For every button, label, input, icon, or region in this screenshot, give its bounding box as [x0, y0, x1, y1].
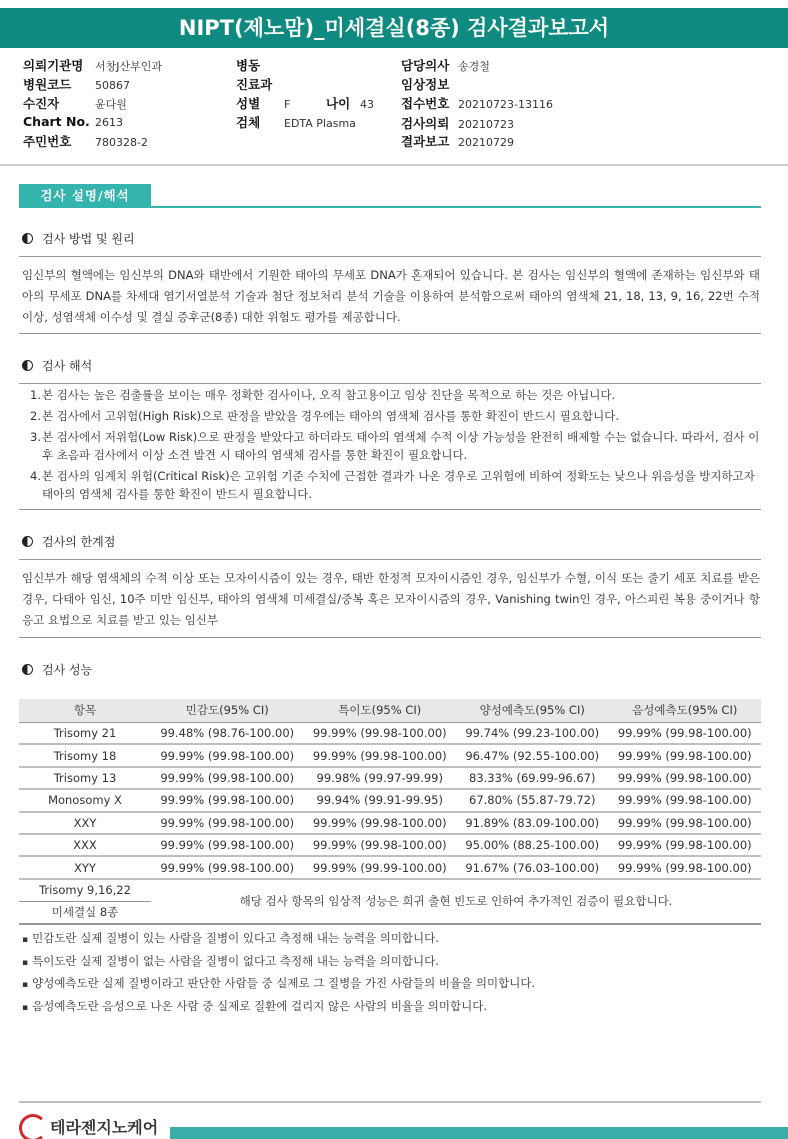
table-row: [19, 767, 761, 789]
half-circle-icon: [22, 233, 33, 244]
chart-label: Chart No.: [23, 114, 90, 129]
list-item: [22, 407, 760, 425]
half-circle-icon: [22, 664, 33, 675]
request-label: 검사의뢰: [401, 116, 450, 131]
table-cell: 99.99% (99.98-100.00): [609, 856, 762, 878]
table-row: [19, 856, 761, 878]
age-value: 43: [360, 98, 374, 111]
table-cell: 91.67% (76.03-100.00): [456, 856, 609, 878]
method-rule-bottom: [19, 333, 761, 334]
limitations-text: 임신부가 해당 염색체의 수적 이상 또는 모자이시즘이 있는 경우, 태반 한정적 모자이시즘인 경우, 임신부가 수혈, 이식 또는 줄기 세포 치료를 받은 경우, 다태아 임신, 10주 미만 임신부, 태아의 염색체 미세결실/중복 혹은 모자이시즘의 경우, Vanishing twin인 경우, 아스피린 복용 중이거나 항 응고 요법으로 치료를 받고 있는 임신부: [22, 571, 760, 627]
request-value: 20210723: [458, 118, 514, 131]
footer-divider: [19, 1101, 761, 1103]
table-header-row: [19, 699, 761, 722]
table-cell: 99.99% (99.98-100.00): [609, 789, 762, 811]
company-logo: [19, 1114, 158, 1139]
table-cell: 99.99% (99.98-100.00): [151, 767, 304, 789]
performance-heading-text: 검사 성능: [42, 663, 93, 677]
age-label: 나이: [326, 96, 351, 111]
table-cell: 99.99% (99.98-100.00): [304, 812, 457, 834]
item-text: 본 검사는 높은 검출률을 보이는 매우 정확한 검사이나, 오직 참고용이고 임상 진단을 목적으로 하는 것은 아닙니다.: [42, 388, 616, 402]
table-cell: Trisomy 13: [19, 767, 151, 789]
hospital-code-value: 50867: [95, 79, 130, 92]
method-text: 임신부의 혈액에는 임신부의 DNA와 태반에서 기원한 태아의 무세포 DNA가 혼재되어 있습니다. 본 검사는 임신부의 혈액에 존재하는 임신부와 태아의 무세포 DNA를 차세대 염기서열분석 기술과 첨단 정보처리 분석 기술을 이용하여 분석함으로써 태아의 염색체 21, 18, 13, 9, 16, 22번 수적 이상, 성염색체 이수성 및 결실 증후군(8종) 대한 위험도 평가를 제공합니다.: [22, 268, 761, 324]
table-cell: 99.99% (99.98-100.00): [151, 744, 304, 766]
table-cell: 99.99% (99.98-100.00): [151, 812, 304, 834]
table-cell: 67.80% (55.87-79.72): [456, 789, 609, 811]
section-tab: 검사 설명/해석: [19, 184, 151, 207]
method-heading: [22, 230, 135, 247]
section-underline: [19, 206, 761, 208]
table-cell: 99.74% (99.23-100.00): [456, 722, 609, 744]
item-number: 3.: [30, 430, 41, 444]
institution-label: 의뢰기관명: [23, 58, 84, 73]
list-item: ▪ 민감도란 실제 질병이 있는 사람을 질병이 있다고 측정해 내는 능력을 의미합니다.: [22, 929, 535, 949]
performance-notes: [22, 929, 535, 1019]
column-header: 양성예측도(95% CI): [456, 699, 609, 722]
table-cell: XXY: [19, 812, 151, 834]
item-number: 2.: [30, 409, 41, 423]
table-cell: 99.94% (99.91-99.95): [304, 789, 457, 811]
interpretation-rule-bottom: [19, 509, 761, 510]
column-header: 특이도(95% CI): [304, 699, 457, 722]
table-cell: 99.99% (99.99-100.00): [304, 856, 457, 878]
table-cell: 99.99% (99.98-100.00): [609, 744, 762, 766]
limitations-rule-bottom: [19, 637, 761, 638]
table-cell: 99.99% (99.98-100.00): [151, 834, 304, 856]
ward-label: 병동: [236, 58, 261, 73]
clinical-label: 임상정보: [401, 77, 450, 92]
table-row: [19, 789, 761, 811]
accession-value: 20210723-13116: [458, 98, 553, 111]
specimen-value: EDTA Plasma: [284, 117, 356, 130]
table-cell: 99.99% (99.98-100.00): [609, 767, 762, 789]
table-cell: Trisomy 9,16,22: [19, 879, 151, 901]
table-cell: Monosomy X: [19, 789, 151, 811]
list-item: ▪ 음성예측도란 음성으로 나온 사람 중 실제로 질환에 걸리지 않은 사람의 비율을 의미합니다.: [22, 997, 535, 1017]
rrn-label: 주민번호: [23, 134, 72, 149]
footer-band: [170, 1127, 788, 1139]
table-cell: XYY: [19, 856, 151, 878]
accession-label: 접수번호: [401, 96, 450, 111]
item-number: 4.: [30, 469, 41, 483]
report-title: NIPT(제노맘)_미세결실(8종) 검사결과보고서: [0, 8, 788, 48]
table-cell: 99.99% (99.98-100.00): [609, 812, 762, 834]
table-cell: 96.47% (92.55-100.00): [456, 744, 609, 766]
table-cell: 99.99% (99.98-100.00): [304, 722, 457, 744]
table-cell: 99.99% (99.98-100.00): [304, 834, 457, 856]
table-cell: 99.98% (99.97-99.99): [304, 767, 457, 789]
table-cell: 미세결실 8종: [19, 901, 151, 923]
table-row: [19, 722, 761, 744]
sex-value: F: [284, 98, 291, 111]
table-cell: 99.99% (99.98-100.00): [151, 789, 304, 811]
interpretation-list: [22, 386, 760, 506]
half-circle-icon: [22, 536, 33, 547]
item-text: 본 검사의 임계치 위험(Critical Risk)은 고위험 기준 수치에 근접한 결과가 나온 경우로 고위험에 비하여 정확도는 낮으나 위음성을 방지하고자 태아의 염색체 검사를 통한 확진이 반드시 필요합니다.: [42, 469, 755, 501]
method-heading-text: 검사 방법 및 원리: [42, 232, 135, 246]
column-header: 민감도(95% CI): [151, 699, 304, 722]
list-item: [22, 467, 760, 503]
table-cell: 99.48% (98.76-100.00): [151, 722, 304, 744]
table-row: [19, 879, 761, 901]
item-text: 본 검사에서 고위험(High Risk)으로 판정을 받았을 경우에는 태아의 염색체 검사를 통한 확진이 반드시 필요합니다.: [42, 409, 619, 423]
patient-label: 수진자: [23, 96, 60, 111]
table-cell: 91.89% (83.09-100.00): [456, 812, 609, 834]
rrn-value: 780328-2: [95, 136, 148, 149]
list-item: [22, 428, 760, 464]
list-item: [22, 386, 760, 404]
interpretation-heading-text: 검사 해석: [42, 359, 93, 373]
report-date-label: 결과보고: [401, 134, 450, 149]
table-cell: 83.33% (69.99-96.67): [456, 767, 609, 789]
item-number: 1.: [30, 388, 41, 402]
sex-label: 성별: [236, 96, 261, 111]
table-row: [19, 834, 761, 856]
info-divider: [0, 164, 788, 166]
table-cell: 99.99% (99.98-100.00): [304, 744, 457, 766]
list-item: ▪ 특이도란 실제 질병이 없는 사람을 질병이 없다고 측정해 내는 능력을 의미합니다.: [22, 952, 535, 972]
hospital-code-label: 병원코드: [23, 77, 72, 92]
interpretation-heading: [22, 357, 92, 374]
limitations-heading-text: 검사의 한계점: [42, 535, 116, 549]
report-date-value: 20210729: [458, 136, 514, 149]
table-row: [19, 812, 761, 834]
table-row: [19, 744, 761, 766]
performance-table: [19, 699, 761, 925]
table-cell: XXX: [19, 834, 151, 856]
extra-note: 해당 검사 항목의 임상적 성능은 희귀 출현 빈도로 인하여 추가적인 검증이 필요합니다.: [151, 879, 761, 924]
method-rule-top: [19, 256, 761, 257]
specimen-label: 검체: [236, 115, 261, 130]
table-cell: 99.99% (99.98-100.00): [609, 722, 762, 744]
interpretation-rule-top: [19, 383, 761, 384]
table-cell: 95.00% (88.25-100.00): [456, 834, 609, 856]
table-cell: Trisomy 18: [19, 744, 151, 766]
patient-info-block: [0, 55, 788, 165]
logo-text: 테라젠지노케어: [50, 1118, 159, 1137]
doctor-value: 송경철: [458, 60, 490, 73]
institution-value: 서창J산부인과: [95, 60, 162, 73]
column-header: 항목: [19, 699, 151, 722]
doctor-label: 담당의사: [401, 58, 450, 73]
column-header: 음성예측도(95% CI): [609, 699, 762, 722]
table-cell: 99.99% (99.98-100.00): [609, 834, 762, 856]
logo-mark-icon: [19, 1114, 47, 1139]
chart-value: 2613: [95, 116, 123, 129]
half-circle-icon: [22, 360, 33, 371]
list-item: ▪ 양성예측도란 실제 질병이라고 판단한 사람들 중 실제로 그 질병을 가진 사람들의 비율을 의미합니다.: [22, 974, 535, 994]
table-cell: 99.99% (99.98-100.00): [151, 856, 304, 878]
patient-value: 윤다원: [95, 98, 127, 111]
item-text: 본 검사에서 저위험(Low Risk)으로 판정을 받았다고 하더라도 태아의 염색체 수적 이상 가능성을 완전히 배제할 수는 없습니다. 따라서, 검사 이후 초음파 검사에서 이상 소견 발견 시 태아의 염색체 검사를 통한 확진이 필요합니다.: [42, 430, 760, 462]
table-cell: Trisomy 21: [19, 722, 151, 744]
limitations-rule-top: [19, 559, 761, 560]
dept-label: 진료과: [236, 77, 273, 92]
limitations-heading: [22, 533, 115, 550]
performance-heading: [22, 661, 92, 678]
